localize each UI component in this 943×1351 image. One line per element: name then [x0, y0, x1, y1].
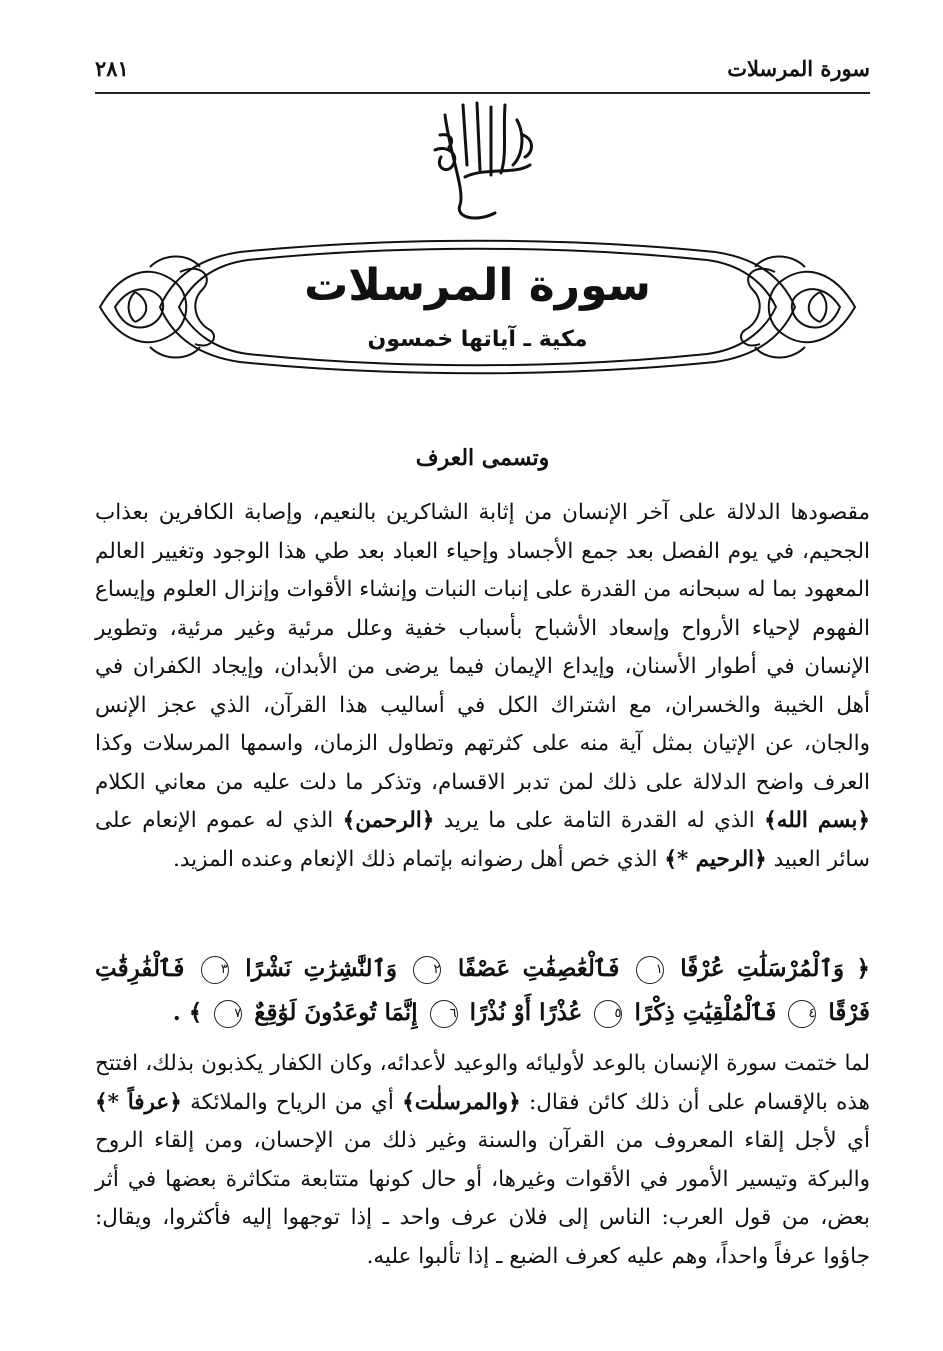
basmala-calligraphy: [405, 95, 555, 235]
intro-text: مقصودها الدلالة على آخر الإنسان من إثابة الشاكرين بالنعيم، وإصابة الكافرين بعذاب الجحيم، في يوم الفصل بعد جمع الأجساد وإحياء العباد بعد طي هذا الوجود وتغيير العالم المعهود بما له سبحانه من القدرة على إنبات النبات وإنشاء الأقوات وإنزال العلوم وإيساع الفهوم لإحياء الأرواح وإسعاد الأشباح بأسباب خفية وعلل مرئية وغير مرئية، وتطوير الإنسان في أطوار الأسنان، وإيداع الإيمان فيما يرضى من الأبدان، وإيجاد الكفران في أهل الخيبة والخسران، مع اشتراك الكل في أساليب هذا القرآن، الذي عجز الإنس والجان، عن الإتيان بمثل آية منه على كثرتهم وتطاول الزمان، واسمها المرسلات وكذا العرف واضح الدلالة على ذلك لمن تدبر الاقسام، وتذكر ما دلت عليه من معاني الكلام: [95, 500, 870, 795]
intro-text: الذي خص أهل رضوانه بإتمام ذلك الإنعام وعنده المزيد.: [173, 846, 658, 872]
page-number: ٢٨١: [95, 56, 129, 81]
commentary-text: لما ختمت سورة الإنسان بالوعد لأوليائه والوعيد لأعدائه، وكان الكفار يكذبون بذلك، افتتح هذه بالإقسام على أن ذلك كائن فقال:: [95, 1051, 871, 1115]
header-surah-name: سورة المرسلات: [727, 56, 870, 81]
verse-text: إِنَّمَا تُوعَدُونَ لَوَٰقِعٌ: [254, 999, 418, 1026]
quote-mursalat: ﴿والمرسلٰت﴾: [402, 1089, 521, 1115]
intro-paragraph: [95, 494, 870, 879]
verse-text: فَٱلْفَٰرِقَٰتِ فَرْقًا: [95, 955, 870, 1026]
intro-text: الذي له عموم الإنعام على سائر العبيد: [95, 808, 870, 872]
commentary-text: أي لأجل إلقاء المعروف من القرآن والسنة وغير ذلك من الإحسان، ومن إلقاء الروح والبركة وتيسير الأمور في الأقوات وغيرها، أو حال كونها متتابعة متكاثرة بعضها في أثر بعض، من قول العرب: الناس إلى فلان عرف واحد ـ إذا توجهوا إليه فأكثروا، ويقال: جاؤوا عرفاً واحداً، وهم عليه كعرف الضبع ـ إذا تألبوا عليه.: [95, 1128, 870, 1269]
surah-subtitle: مكية ـ آياتها خمسون: [367, 327, 588, 352]
verse-bracket-open: ﴿: [856, 955, 870, 982]
quote-rahman: ﴿الرحمن﴾: [342, 808, 435, 833]
surah-title-banner: [90, 232, 865, 382]
verse-text: عُذْرًا أَوْ نُذْرًا: [469, 999, 583, 1026]
commentary-text: أي من الرياح والملائكة: [190, 1089, 394, 1115]
basmala-calligraphy-drawing: [405, 95, 555, 235]
surah-title: سورة المرسلات: [304, 260, 651, 311]
ayah-number: ٧: [214, 1000, 242, 1028]
ayah-number: ٤: [788, 1000, 816, 1028]
quran-verses: [95, 947, 870, 1035]
verse-text: وَٱلنَّٰشِرَٰتِ نَشْرًا: [245, 955, 398, 982]
commentary-paragraph: [95, 1045, 870, 1276]
verse-text: فَٱلْعَٰصِفَٰتِ عَصْفًا: [457, 955, 620, 982]
running-header: [95, 52, 870, 94]
ayah-number: ٢: [413, 956, 441, 984]
ayah-number: ٣: [201, 956, 229, 984]
verse-text: فَٱلْمُلْقِيَٰتِ ذِكْرًا: [634, 999, 777, 1026]
intro-text: الذي له القدرة التامة على ما يريد: [443, 808, 755, 833]
quote-rahim: ﴿الرحيم *﴾: [664, 846, 767, 872]
quote-urfan: ﴿عرفاً *﴾: [95, 1089, 182, 1115]
quote-basmala: ﴿بسم الله﴾: [764, 808, 870, 833]
ayah-number: ٦: [430, 1000, 458, 1028]
section-heading: وتسمى العرف: [415, 445, 550, 471]
ayah-number: ١: [636, 956, 664, 984]
verse-text: وَٱلْمُرْسَلَٰتِ عُرْفًا: [680, 955, 845, 982]
ayah-number: ٥: [594, 1000, 622, 1028]
verse-bracket-close: ﴾ .: [172, 999, 203, 1026]
